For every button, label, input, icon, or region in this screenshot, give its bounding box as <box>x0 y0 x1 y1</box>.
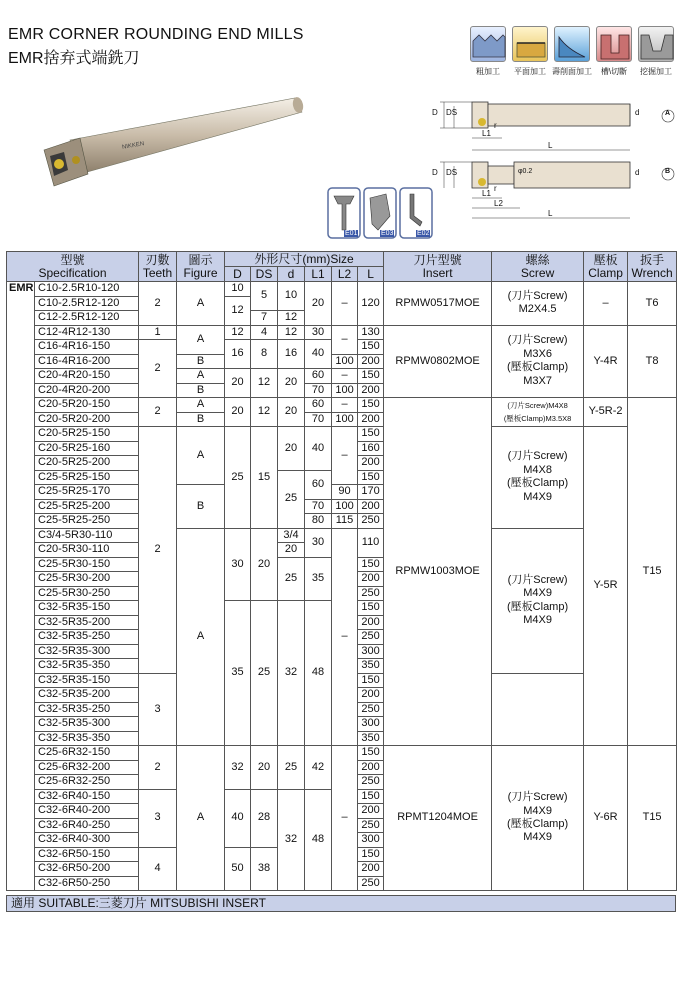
D-cell: 25 <box>225 427 251 529</box>
spec-cell: C20-4R20-150 <box>35 369 139 384</box>
dim-L1-b: L1 <box>482 189 491 198</box>
L1-cell: 60 <box>305 369 332 384</box>
spec-cell: C20-5R25-200 <box>35 456 139 471</box>
app-label-1: 粗加工 <box>476 67 500 76</box>
spec-cell: C25-5R25-250 <box>35 514 139 529</box>
spec-cell: C12-2.5R12-120 <box>35 311 139 326</box>
table-row <box>7 325 677 340</box>
L-cell: 200 <box>358 688 384 703</box>
L2-cell: – <box>332 325 358 354</box>
figure-cell: A <box>177 528 225 746</box>
L1-cell: 40 <box>305 340 332 369</box>
L1-cell: 30 <box>305 528 332 557</box>
L-cell: 150 <box>358 673 384 688</box>
teeth-cell: 2 <box>139 340 177 398</box>
L-cell: 200 <box>358 383 384 398</box>
DS-cell: 25 <box>251 601 278 746</box>
L-cell: 250 <box>358 775 384 790</box>
spec-cell: C32-5R35-250 <box>35 702 139 717</box>
screw-cell: (刀片Screw) M4X9 (壓板Clamp) M4X9 <box>492 746 584 891</box>
col-L: L <box>358 267 384 282</box>
table-row <box>7 398 677 413</box>
clamp-cell: Y-4R <box>584 325 628 398</box>
spec-cell: C20-5R25-160 <box>35 441 139 456</box>
footer-note: 適用 SUITABLE:三菱刀片 MITSUBISHI INSERT <box>6 895 676 912</box>
L-cell: 300 <box>358 644 384 659</box>
insert-cell: RPMT1204MOE <box>384 746 492 891</box>
L1-cell: 70 <box>305 412 332 427</box>
teeth-cell: 4 <box>139 847 177 891</box>
insert-label-e03: E03 <box>381 230 394 237</box>
DS-cell: 12 <box>251 369 278 398</box>
spec-cell: C32-5R35-150 <box>35 601 139 616</box>
spec-cell: C25-6R32-150 <box>35 746 139 761</box>
L-cell: 150 <box>358 340 384 355</box>
L2-cell: – <box>332 746 358 891</box>
dim-r-b: r <box>494 184 497 193</box>
DS-cell: 20 <box>251 746 278 790</box>
L-cell: 120 <box>358 282 384 326</box>
teeth-cell: 2 <box>139 282 177 326</box>
L1-cell: 40 <box>305 427 332 471</box>
clamp-cell: Y-5R-2 <box>584 398 628 427</box>
screw-cell: (刀片Screw) M4X9 (壓板Clamp) M4X9 <box>492 528 584 673</box>
figure-a-diagram <box>430 96 680 156</box>
L-cell: 200 <box>358 760 384 775</box>
DS-cell: 7 <box>251 311 278 326</box>
dim-angle-b: φ0.2 <box>518 168 533 175</box>
teeth-cell: 3 <box>139 789 177 847</box>
spec-cell: C16-4R16-150 <box>35 340 139 355</box>
dim-L-a: L <box>548 141 553 150</box>
table-row <box>7 528 677 543</box>
col-teeth: 刃數 Teeth <box>139 252 177 282</box>
wrench-cell: T6 <box>628 282 677 326</box>
figure-cell: A <box>177 325 225 354</box>
d-cell: 16 <box>278 340 305 369</box>
col-L2: L2 <box>332 267 358 282</box>
spec-cell: C10-2.5R12-120 <box>35 296 139 311</box>
slotting-icon <box>596 26 632 62</box>
d-cell: 32 <box>278 789 305 891</box>
clamp-cell: Y-5R <box>584 427 628 746</box>
figure-cell: A <box>177 398 225 413</box>
L-cell: 150 <box>358 746 384 761</box>
D-cell: 30 <box>225 528 251 601</box>
spec-cell: C25-5R30-200 <box>35 572 139 587</box>
D-cell: 12 <box>225 296 251 325</box>
teeth-cell: 1 <box>139 325 177 340</box>
shoulder-icon <box>554 26 590 62</box>
L2-cell: – <box>332 528 358 746</box>
app-label-2: 平面加工 <box>514 67 546 76</box>
L-cell: 300 <box>358 717 384 732</box>
spec-cell: C25-5R30-250 <box>35 586 139 601</box>
L-cell: 150 <box>358 398 384 413</box>
app-label-3: 壽削面加工 <box>552 67 592 76</box>
spec-cell: C10-2.5R10-120 <box>35 282 139 297</box>
spec-cell: C16-4R16-200 <box>35 354 139 369</box>
insert-cell: RPMW0802MOE <box>384 325 492 398</box>
L1-cell: 48 <box>305 601 332 746</box>
figure-b-diagram <box>430 158 680 228</box>
spec-cell: C32-5R35-200 <box>35 688 139 703</box>
L-cell: 250 <box>358 586 384 601</box>
spec-cell: C32-5R35-250 <box>35 630 139 645</box>
L2-cell: 100 <box>332 383 358 398</box>
L-cell: 200 <box>358 456 384 471</box>
d-cell: 20 <box>278 543 305 558</box>
spec-cell: C32-5R35-350 <box>35 731 139 746</box>
DS-cell: 20 <box>251 528 278 601</box>
L2-cell: 100 <box>332 412 358 427</box>
D-cell: 16 <box>225 340 251 369</box>
d-cell: 25 <box>278 746 305 790</box>
spec-cell: C25-6R32-200 <box>35 760 139 775</box>
wrench-cell: T15 <box>628 746 677 891</box>
spec-cell: C32-6R50-250 <box>35 876 139 891</box>
dim-L1-a: L1 <box>482 129 491 138</box>
d-cell: 10 <box>278 282 305 311</box>
dim-r-a: r <box>494 121 497 130</box>
L2-cell: 90 <box>332 485 358 500</box>
L1-cell: 60 <box>305 398 332 413</box>
col-size-group: 外形尺寸(mm)Size <box>225 252 384 267</box>
col-screw: 螺絲 Screw <box>492 252 584 282</box>
L-cell: 250 <box>358 702 384 717</box>
L-cell: 350 <box>358 659 384 674</box>
D-cell: 20 <box>225 369 251 398</box>
L-cell: 250 <box>358 630 384 645</box>
L-cell: 200 <box>358 804 384 819</box>
d-cell: 20 <box>278 398 305 427</box>
figure-cell: A <box>177 427 225 485</box>
dim-L2-b: L2 <box>494 199 503 208</box>
d-cell: 25 <box>278 557 305 601</box>
title-cn: EMR捨弃式端銑刀 <box>8 50 140 67</box>
D-cell: 50 <box>225 847 251 891</box>
col-insert: 刀片型號 Insert <box>384 252 492 282</box>
L1-cell: 70 <box>305 499 332 514</box>
clamp-cell: – <box>584 282 628 326</box>
spec-cell: C32-5R35-200 <box>35 615 139 630</box>
spec-cell: C25-5R30-150 <box>35 557 139 572</box>
L-cell: 150 <box>358 847 384 862</box>
spec-cell: C32-6R40-200 <box>35 804 139 819</box>
spec-cell: C32-5R35-300 <box>35 717 139 732</box>
DS-cell: 8 <box>251 340 278 369</box>
d-cell: 25 <box>278 470 305 528</box>
L-cell: 350 <box>358 731 384 746</box>
dim-d-a: d <box>635 108 640 117</box>
dim-D-a: D <box>432 108 438 117</box>
dim-DS-a: DS <box>446 108 458 117</box>
screw-cell: (刀片Screw) M4X8 (壓板Clamp) M4X9 <box>492 427 584 529</box>
L1-cell: 48 <box>305 789 332 891</box>
DS-cell: 38 <box>251 847 278 891</box>
dim-L-b: L <box>548 209 553 218</box>
table-row <box>7 427 677 442</box>
spec-cell: C20-5R20-200 <box>35 412 139 427</box>
L-cell: 150 <box>358 557 384 572</box>
L-cell: 150 <box>358 427 384 442</box>
D-cell: 20 <box>225 398 251 427</box>
dim-d-b: d <box>635 168 640 177</box>
L-cell: 110 <box>358 528 384 557</box>
L-cell: 200 <box>358 499 384 514</box>
L-cell: 250 <box>358 818 384 833</box>
pocketing-icon <box>638 26 674 62</box>
end-mill-illustration <box>40 90 310 200</box>
spec-cell: C32-5R35-350 <box>35 659 139 674</box>
L-cell: 130 <box>358 325 384 340</box>
spec-cell: C32-6R40-300 <box>35 833 139 848</box>
col-figure: 圖示 Figure <box>177 252 225 282</box>
wrench-cell: T15 <box>628 398 677 746</box>
L-cell: 200 <box>358 572 384 587</box>
L-cell: 200 <box>358 354 384 369</box>
L-cell: 150 <box>358 369 384 384</box>
spec-cell: C25-5R25-150 <box>35 470 139 485</box>
tool-brand: NIKKEN <box>121 141 145 151</box>
d-cell: 12 <box>278 325 305 340</box>
d-cell: 32 <box>278 601 305 746</box>
spec-cell: C32-6R50-150 <box>35 847 139 862</box>
D-cell: 35 <box>225 601 251 746</box>
wrench-cell: T8 <box>628 325 677 398</box>
spec-cell: C12-4R12-130 <box>35 325 139 340</box>
app-label-4: 槽\切斷 <box>600 67 628 76</box>
D-cell: 12 <box>225 325 251 340</box>
L1-cell: 80 <box>305 514 332 529</box>
L2-cell: 100 <box>332 499 358 514</box>
spec-cell: C32-6R50-200 <box>35 862 139 877</box>
L-cell: 150 <box>358 470 384 485</box>
figure-a-marker: A <box>665 110 671 117</box>
face-milling-icon <box>512 26 548 62</box>
DS-cell: 4 <box>251 325 278 340</box>
app-label-5: 挖掘加工 <box>640 67 672 76</box>
col-d: d <box>278 267 305 282</box>
L-cell: 200 <box>358 412 384 427</box>
L-cell: 250 <box>358 876 384 891</box>
L1-cell: 35 <box>305 557 332 601</box>
col-D: D <box>225 267 251 282</box>
L1-cell: 42 <box>305 746 332 790</box>
L2-cell: 115 <box>332 514 358 529</box>
L-cell: 300 <box>358 833 384 848</box>
L2-cell: – <box>332 427 358 485</box>
spec-cell: C20-4R20-200 <box>35 383 139 398</box>
spec-cell: C32-5R35-150 <box>35 673 139 688</box>
teeth-cell: 2 <box>139 427 177 674</box>
screw-cell: (刀片Screw) M2X4.5 <box>492 282 584 326</box>
DS-cell: 28 <box>251 789 278 847</box>
figure-cell: A <box>177 746 225 891</box>
figure-cell: B <box>177 412 225 427</box>
L1-cell: 60 <box>305 470 332 499</box>
L1-cell: 20 <box>305 282 332 326</box>
spec-cell: C32-5R35-300 <box>35 644 139 659</box>
d-cell: 20 <box>278 427 305 471</box>
D-cell: 10 <box>225 282 251 297</box>
DS-cell: 12 <box>251 398 278 427</box>
spec-cell: C3/4-5R30-110 <box>35 528 139 543</box>
col-wrench: 扳手 Wrench <box>628 252 677 282</box>
d-cell: 3/4 <box>278 528 305 543</box>
spec-cell: C20-5R30-110 <box>35 543 139 558</box>
L-cell: 170 <box>358 485 384 500</box>
L1-cell: 30 <box>305 325 332 340</box>
spec-cell: C25-5R25-170 <box>35 485 139 500</box>
L-cell: 150 <box>358 789 384 804</box>
figure-cell: B <box>177 354 225 369</box>
dim-DS-b: DS <box>446 168 458 177</box>
roughing-icon <box>470 26 506 62</box>
d-cell: 20 <box>278 369 305 398</box>
table-row <box>7 746 677 761</box>
L2-cell: – <box>332 282 358 326</box>
spec-cell: C25-6R32-250 <box>35 775 139 790</box>
col-L1: L1 <box>305 267 332 282</box>
col-spec: 型號 Specification <box>7 252 139 282</box>
L2-cell: – <box>332 398 358 413</box>
L-cell: 200 <box>358 862 384 877</box>
spec-table <box>6 251 677 891</box>
L-cell: 160 <box>358 441 384 456</box>
insert-label-e02: E02 <box>417 230 430 237</box>
L1-cell: 70 <box>305 383 332 398</box>
D-cell: 32 <box>225 746 251 790</box>
spec-cell: C20-5R25-150 <box>35 427 139 442</box>
teeth-cell: 3 <box>139 673 177 746</box>
figure-b-marker: B <box>665 168 671 175</box>
spec-cell: C25-5R25-200 <box>35 499 139 514</box>
screw-cell: (刀片Screw) M3X6 (壓板Clamp) M3X7 <box>492 325 584 398</box>
L2-cell: – <box>332 369 358 384</box>
insert-cell: RPMW0517MOE <box>384 282 492 326</box>
insert-screw-pictures <box>326 186 436 242</box>
figure-cell: A <box>177 369 225 384</box>
insert-label-e01: E01 <box>345 230 358 237</box>
spec-cell: C32-6R40-250 <box>35 818 139 833</box>
DS-cell: 15 <box>251 427 278 529</box>
figure-cell: A <box>177 282 225 326</box>
teeth-cell: 2 <box>139 746 177 790</box>
d-cell: 12 <box>278 311 305 326</box>
screw-cell: (刀片Screw)M4X8 (壓板Clamp)M3.5X8 <box>492 398 584 427</box>
title-en: EMR CORNER ROUNDING END MILLS <box>8 26 304 43</box>
table-row <box>7 282 677 297</box>
DS-cell: 5 <box>251 282 278 311</box>
series-label: EMR <box>7 282 35 891</box>
L2-cell: 100 <box>332 354 358 369</box>
col-DS: DS <box>251 267 278 282</box>
L-cell: 200 <box>358 615 384 630</box>
application-icons <box>470 26 680 78</box>
dim-D-b: D <box>432 168 438 177</box>
teeth-cell: 2 <box>139 398 177 427</box>
L-cell: 250 <box>358 514 384 529</box>
spec-cell: C32-6R40-150 <box>35 789 139 804</box>
L-cell: 150 <box>358 601 384 616</box>
clamp-cell: Y-6R <box>584 746 628 891</box>
spec-cell: C20-5R20-150 <box>35 398 139 413</box>
insert-cell: RPMW1003MOE <box>384 398 492 746</box>
D-cell: 40 <box>225 789 251 847</box>
col-clamp: 壓板 Clamp <box>584 252 628 282</box>
figure-cell: B <box>177 383 225 398</box>
figure-cell: B <box>177 485 225 529</box>
